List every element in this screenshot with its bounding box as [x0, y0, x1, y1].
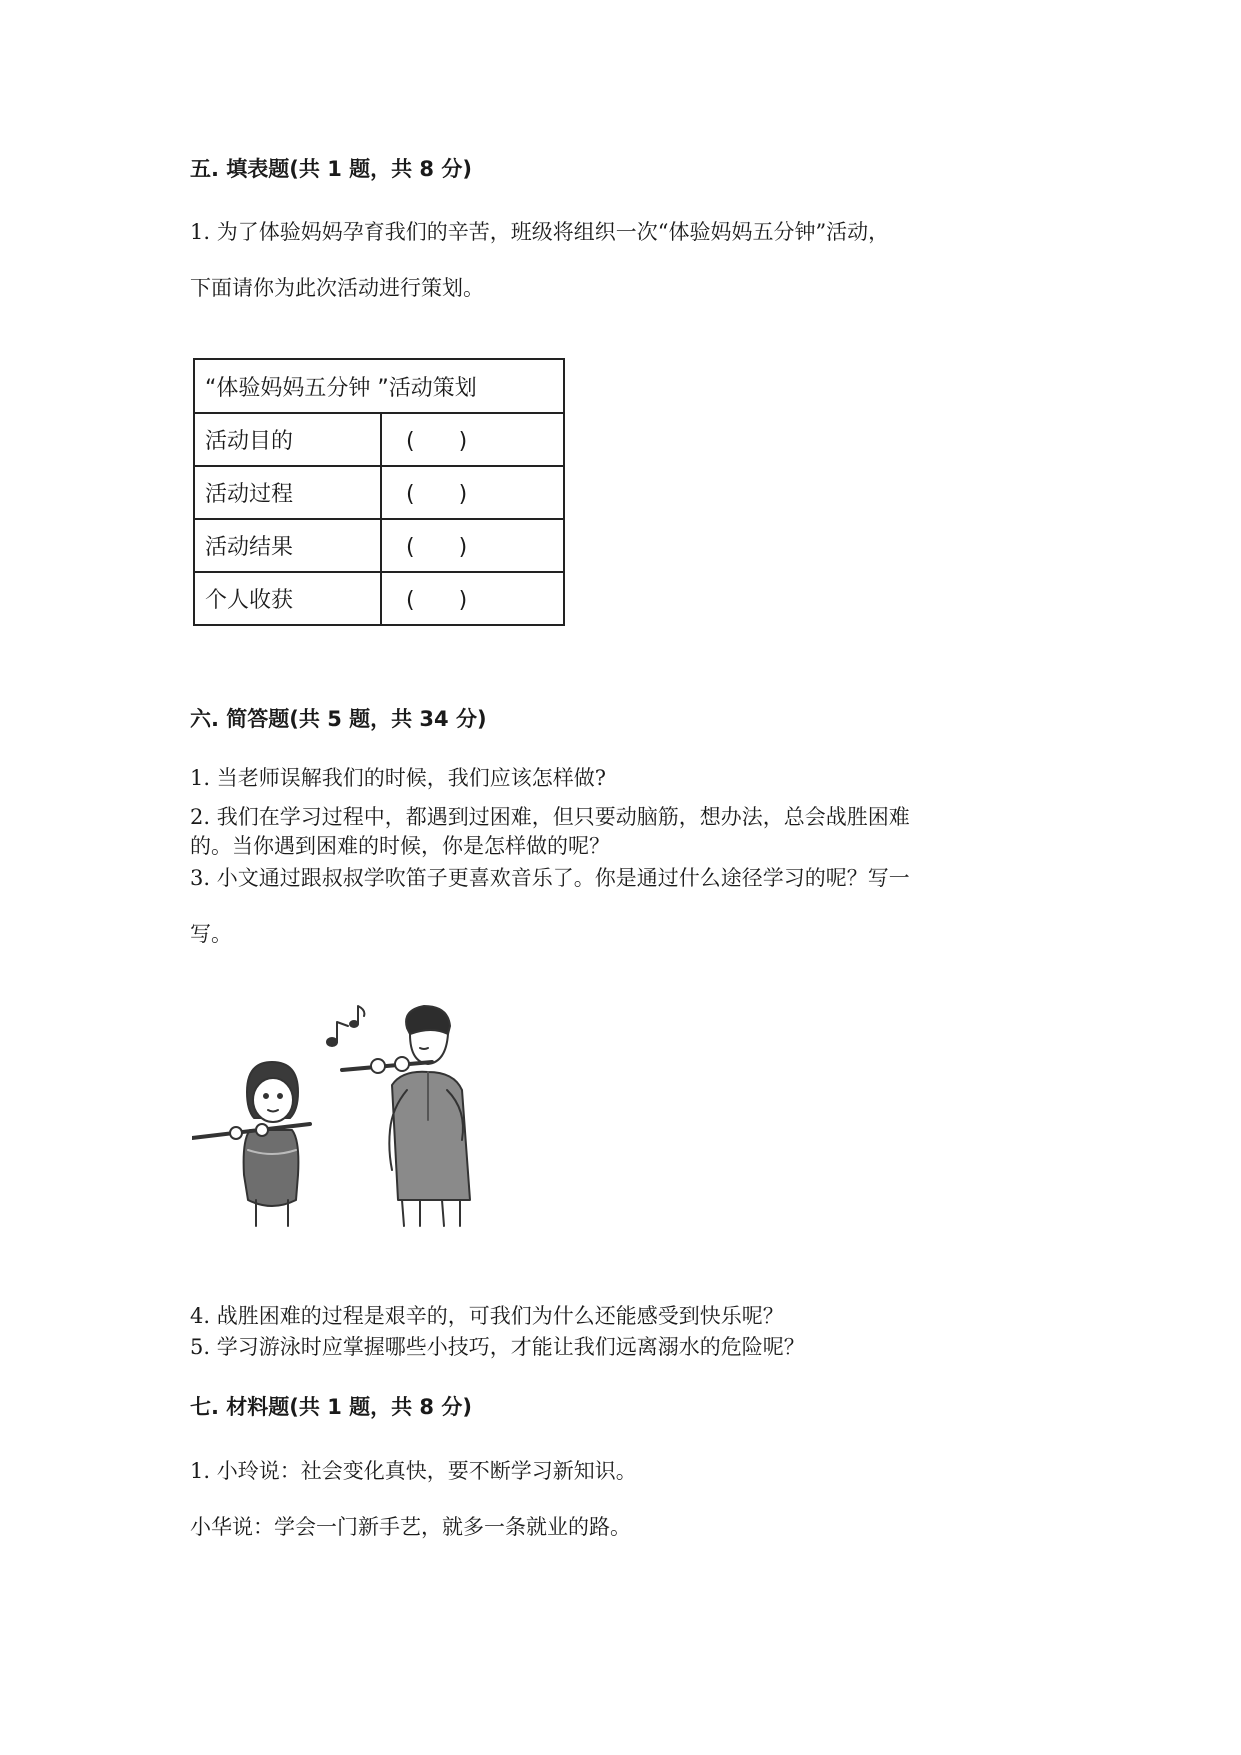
answer-blank[interactable]: ( ) [381, 413, 564, 466]
answer-blank[interactable]: ( ) [381, 466, 564, 519]
section5-q1-line1: 1. 为了体验妈妈孕育我们的辛苦，班级将组织一次“体验妈妈五分钟”活动， [190, 220, 890, 244]
section6-q3-line2: 写。 [190, 922, 232, 946]
answer-blank[interactable]: ( ) [381, 572, 564, 625]
section7-q1-line2: 小华说：学会一门新手艺，就多一条就业的路。 [190, 1515, 631, 1539]
table-row [194, 519, 564, 572]
table-row [194, 466, 564, 519]
table-row [194, 572, 564, 625]
music-notes-icon [327, 1006, 364, 1046]
girl-figure [244, 1062, 299, 1226]
section6-q4: 4. 战胜困难的过程是艰辛的，可我们为什么还能感受到快乐呢？ [190, 1304, 784, 1328]
section6-heading: 六. 简答题(共 5 题，共 34 分) [190, 707, 487, 731]
section6-q2-line2: 的。当你遇到困难的时候，你是怎样做的呢？ [190, 834, 610, 858]
activity-plan-table [193, 358, 565, 626]
row-label: 活动过程 [194, 466, 381, 519]
table-title: “体验妈妈五分钟 ”活动策划 [194, 359, 564, 413]
section5-q1-line2: 下面请你为此次活动进行策划。 [190, 276, 484, 300]
row-label: 活动目的 [194, 413, 381, 466]
flute-players-illustration [192, 1000, 482, 1230]
section6-q5: 5. 学习游泳时应掌握哪些小技巧，才能让我们远离溺水的危险呢？ [190, 1335, 805, 1359]
row-label: 个人收获 [194, 572, 381, 625]
table-row [194, 413, 564, 466]
answer-blank[interactable]: ( ) [381, 519, 564, 572]
section5-heading: 五. 填表题(共 1 题，共 8 分) [190, 157, 472, 181]
row-label: 活动结果 [194, 519, 381, 572]
section6-q1: 1. 当老师误解我们的时候，我们应该怎样做? [190, 766, 606, 790]
section7-q1-line1: 1. 小玲说：社会变化真快，要不断学习新知识。 [190, 1459, 637, 1483]
man-figure [389, 1006, 470, 1226]
section7-heading: 七. 材料题(共 1 题，共 8 分) [190, 1395, 472, 1419]
section6-q3-line1: 3. 小文通过跟叔叔学吹笛子更喜欢音乐了。你是通过什么途径学习的呢？写一 [190, 866, 910, 890]
section6-q2-line1: 2. 我们在学习过程中，都遇到过困难，但只要动脑筋，想办法，总会战胜困难 [190, 805, 910, 829]
